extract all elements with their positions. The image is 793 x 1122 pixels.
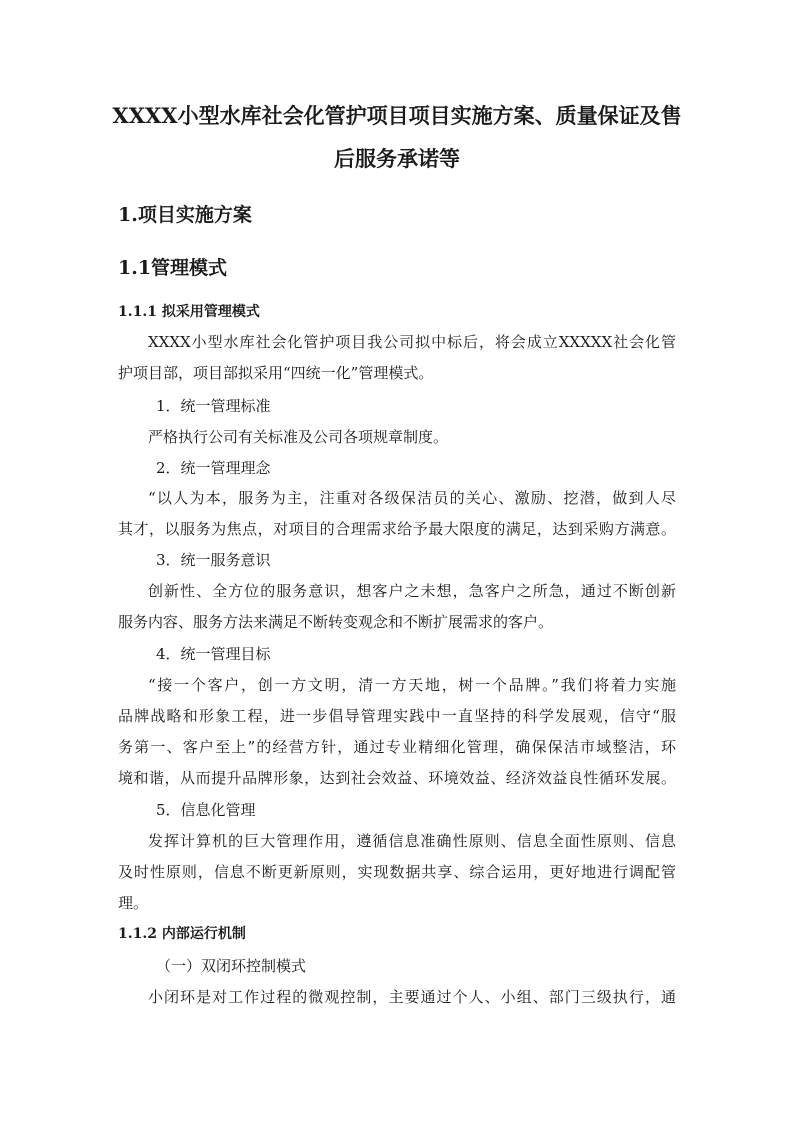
paragraph-line: “接一个客户，创一方文明，清一方天地，树一个品牌。”我们将着力实施 [148, 676, 676, 694]
section-heading-1-1-1: 1.1.1 拟采用管理模式 [118, 304, 260, 320]
paragraph-line: 小闭环是对工作过程的微观控制，主要通过个人、小组、部门三级执行，通 [148, 988, 676, 1006]
section-heading-1: 1.项目实施方案 [118, 204, 252, 226]
paragraph-line: 务第一、客户至上”的经营方针，通过专业精细化管理，确保保洁市域整洁，环 [118, 738, 676, 756]
document-title-line-1: XXXX小型水库社会化管护项目项目实施方案、质量保证及售 [112, 103, 682, 128]
paragraph-line: 发挥计算机的巨大管理作用，遵循信息准确性原则、信息全面性原则、信息 [148, 832, 676, 850]
list-item-heading: 4．统一管理目标 [156, 645, 271, 663]
paragraph-line: 服务内容、服务方法来满足不断转变观念和不断扩展需求的客户。 [118, 613, 554, 631]
paragraph-line: 及时性原则，信息不断更新原则，实现数据共享、综合运用，更好地进行调配管 [118, 863, 676, 881]
list-item-heading: 3．统一服务意识 [156, 551, 271, 569]
list-item-heading: 1．统一管理标准 [156, 397, 271, 415]
document-title-line-2: 后服务承诺等 [334, 146, 460, 171]
sub-heading: （一）双闭环控制模式 [156, 957, 307, 975]
paragraph-line: “以人为本，服务为主，注重对各级保洁员的关心、激励、挖潜，做到人尽 [148, 489, 676, 507]
paragraph-line: 护项目部，项目部拟采用“四统一化”管理模式。 [118, 364, 434, 382]
paragraph-line: 创新性、全方位的服务意识，想客户之未想，急客户之所急，通过不断创新 [148, 582, 676, 600]
paragraph-line: 理。 [118, 894, 149, 912]
paragraph-line: 品牌战略和形象工程，进一步倡导管理实践中一直坚持的科学发展观，信守“服 [118, 707, 676, 725]
paragraph-line: 境和谐，从而提升品牌形象，达到社会效益、环境效益、经济效益良性循环发展。 [118, 769, 676, 787]
list-item-heading: 2．统一管理理念 [156, 459, 271, 477]
section-heading-1-1-2: 1.1.2 内部运行机制 [118, 926, 246, 942]
paragraph-line: 其才，以服务为焦点，对项目的合理需求给予最大限度的满足，达到采购方满意。 [118, 520, 676, 538]
section-heading-1-1: 1.1管理模式 [118, 257, 228, 279]
paragraph-line: XXXX小型水库社会化管护项目我公司拟中标后，将会成立XXXXX社会化管 [148, 333, 676, 351]
paragraph-line: 严格执行公司有关标准及公司各项规章制度。 [148, 428, 449, 446]
list-item-heading: 5．信息化管理 [156, 801, 256, 819]
